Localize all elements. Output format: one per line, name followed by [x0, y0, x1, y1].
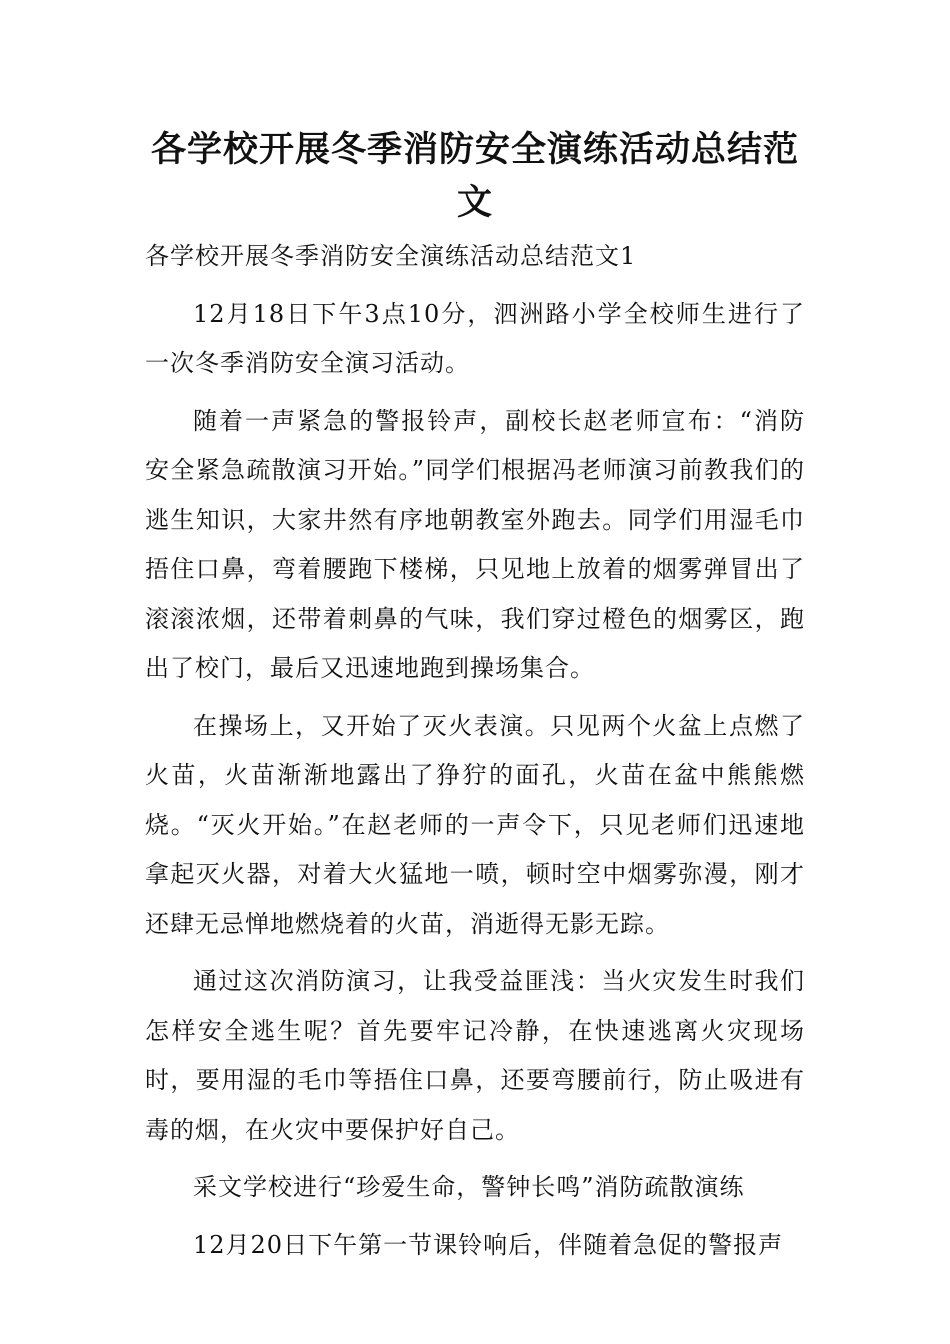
- paragraph-6: 12月20日下午第一节课铃响后，伴随着急促的警报声: [193, 1230, 784, 1259]
- paragraph-2: 随着一声紧急的警报铃声，副校长赵老师宣布：“消防安全紧急疏散演习开始。”同学们根据冯老师演习前教我们的逃生知识，大家井然有序地朝教室外跑去。同学们用湿毛巾捂住口鼻，弯着腰跑下楼梯，只见地上放着的烟雾弹冒出了滚滚浓烟，还带着刺鼻的气味，我们穿过橙色的烟雾区，跑出了校门，最后又迅速地跑到操场集合。: [145, 406, 805, 682]
- document-title: 各学校开展冬季消防安全演练活动总结范文: [150, 130, 799, 223]
- document-subtitle: 各学校开展冬季消防安全演练活动总结范文1: [145, 242, 637, 270]
- document-body: [145, 232, 805, 1270]
- paragraph-1: 12月18日下午3点10分，泗洲路小学全校师生进行了一次冬季消防安全演习活动。: [145, 299, 805, 377]
- paragraph-5: 采文学校进行“珍爱生命，警钟长鸣”消防疏散演练: [193, 1173, 745, 1201]
- paragraph-3: 在操场上，又开始了灭火表演。只见两个火盆上点燃了火苗，火苗渐渐地露出了狰狞的面孔，火苗在盆中熊熊燃烧。“灭火开始。”在赵老师的一声令下，只见老师们迅速地拿起灭火器，对着大火猛地一喷，顿时空中烟雾弥漫，刚才还肆无忌惮地燃烧着的火苗，消逝得无影无踪。: [145, 711, 805, 938]
- paragraph-4: 通过这次消防演习，让我受益匪浅：当火灾发生时我们怎样安全逃生呢？首先要牢记冷静，在快速逃离火灾现场时，要用湿的毛巾等捂住口鼻，还要弯腰前行，防止吸进有毒的烟，在火灾中要保护好自己。: [145, 967, 805, 1144]
